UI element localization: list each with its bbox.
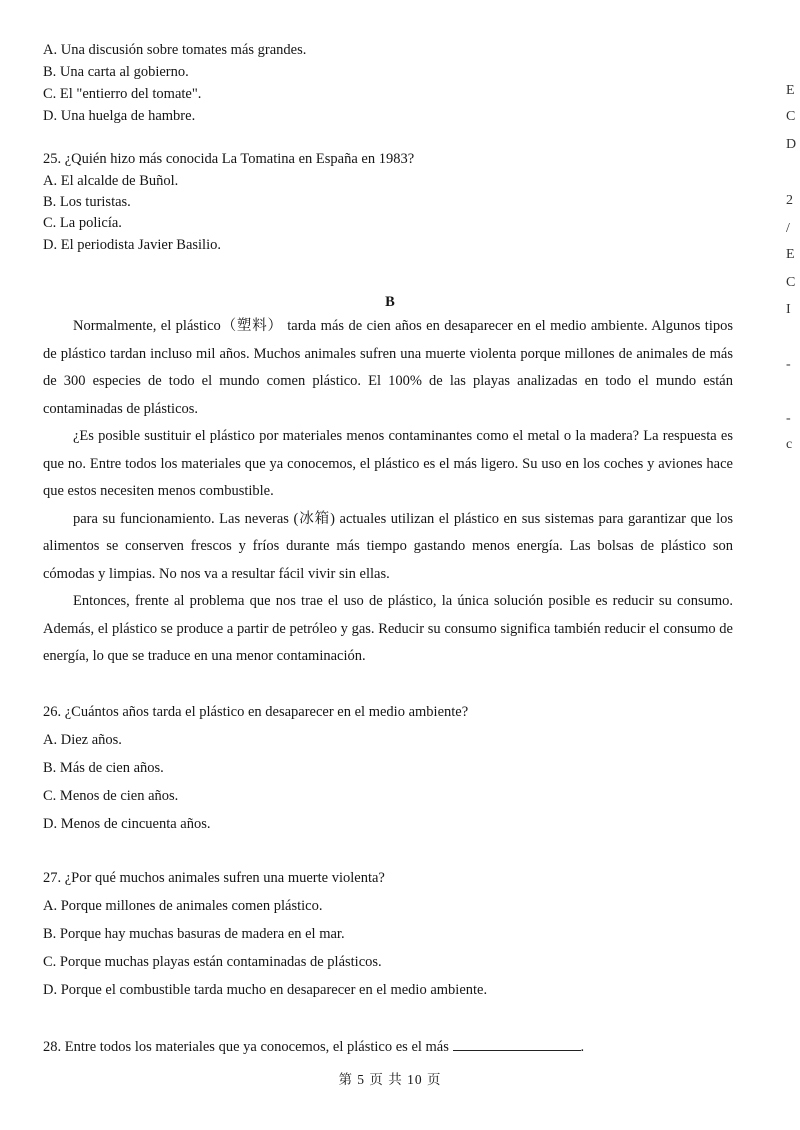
q25-option-d: D. El periodista Javier Basilio.: [43, 237, 221, 253]
passage-paragraph-4: Entonces, frente al problema que nos trae el uso de plástico, la única solución posible es reducir su consumo. Además, el plástico se produce a partir de petróleo y gas. Reducir su consumo significa también reducir el consumo de energía, lo que se traduce en una menor contaminación.: [43, 593, 733, 664]
edge-letter: D: [786, 137, 797, 152]
q25-question: 25. ¿Quién hizo más conocida La Tomatina en España en 1983?: [43, 151, 415, 167]
q24-option-a: A. Una discusión sobre tomates más grandes.: [43, 42, 307, 58]
q25-option-c: C. La policía.: [43, 215, 122, 231]
q27-option-d: D. Porque el combustible tarda mucho en desaparecer en el medio ambiente.: [43, 982, 488, 998]
edge-letter: c: [786, 437, 793, 452]
answer-blank: [453, 1038, 581, 1051]
q26-question: 26. ¿Cuántos años tarda el plástico en desaparecer en el medio ambiente?: [43, 704, 469, 720]
edge-letter: E: [786, 247, 795, 262]
q25-option-a: A. El alcalde de Buñol.: [43, 173, 179, 189]
edge-letter: E: [786, 83, 795, 98]
edge-letter: /: [786, 221, 790, 236]
passage-paragraph-2: ¿Es posible sustituir el plástico por materiales menos contaminantes como el metal o la madera? La respuesta es que no. Entre todos los materiales que ya conocemos, el plástico es el más ligero. Su uso en los coches y aviones hace que estos necesiten menos combustible.: [43, 428, 733, 499]
reading-passage: [43, 313, 733, 671]
q27-option-c: C. Porque muchas playas están contaminadas de plásticos.: [43, 954, 382, 970]
q26-option-d: D. Menos de cincuenta años.: [43, 816, 211, 832]
passage-paragraph-1: Normalmente, el plástico（塑料） tarda más de cien años en desaparecer en el medio ambiente. Algunos tipos de plástico tardan incluso mil años. Muchos animales sufren una muerte violenta porque millones de animales de más de 300 especies de todo el mundo comen plástico. El 100% de las playas analizadas en todo el mundo están contaminadas de plásticos.: [43, 318, 733, 417]
q28-end: .: [580, 1039, 585, 1055]
edge-letter: C: [786, 275, 796, 290]
q27-option-a: A. Porque millones de animales comen plástico.: [43, 898, 323, 914]
q26-option-a: A. Diez años.: [43, 732, 122, 748]
edge-letter: -: [786, 357, 791, 372]
page-footer: 第 5 页 共 10 页: [338, 1072, 442, 1087]
q25-option-b: B. Los turistas.: [43, 194, 131, 210]
q24-option-b: B. Una carta al gobierno.: [43, 64, 189, 80]
edge-letter: -: [786, 411, 791, 426]
q27-option-b: B. Porque hay muchas basuras de madera en el mar.: [43, 926, 345, 942]
edge-letter: 2: [786, 193, 793, 208]
section-label: B: [385, 294, 395, 310]
q24-option-d: D. Una huelga de hambre.: [43, 108, 196, 124]
q27-question: 27. ¿Por qué muchos animales sufren una muerte violenta?: [43, 870, 385, 886]
q26-option-c: C. Menos de cien años.: [43, 788, 179, 804]
q28-question: 28. Entre todos los materiales que ya conocemos, el plástico es el más: [43, 1039, 449, 1055]
q28-question-line: [43, 1038, 584, 1056]
edge-letter: I: [786, 302, 791, 317]
q24-option-c: C. El "entierro del tomate".: [43, 86, 202, 102]
passage-paragraph-3: para su funcionamiento. Las neveras (冰箱) actuales utilizan el plástico en sus sistemas para garantizar que los alimentos se conserven frescos y fríos durante más tiempo gastando menos energía. Las bolsas de plástico son cómodas y limpias. No nos va a resultar fácil vivir sin ellas.: [43, 510, 733, 582]
q26-option-b: B. Más de cien años.: [43, 760, 164, 776]
edge-letter: C: [786, 109, 796, 124]
